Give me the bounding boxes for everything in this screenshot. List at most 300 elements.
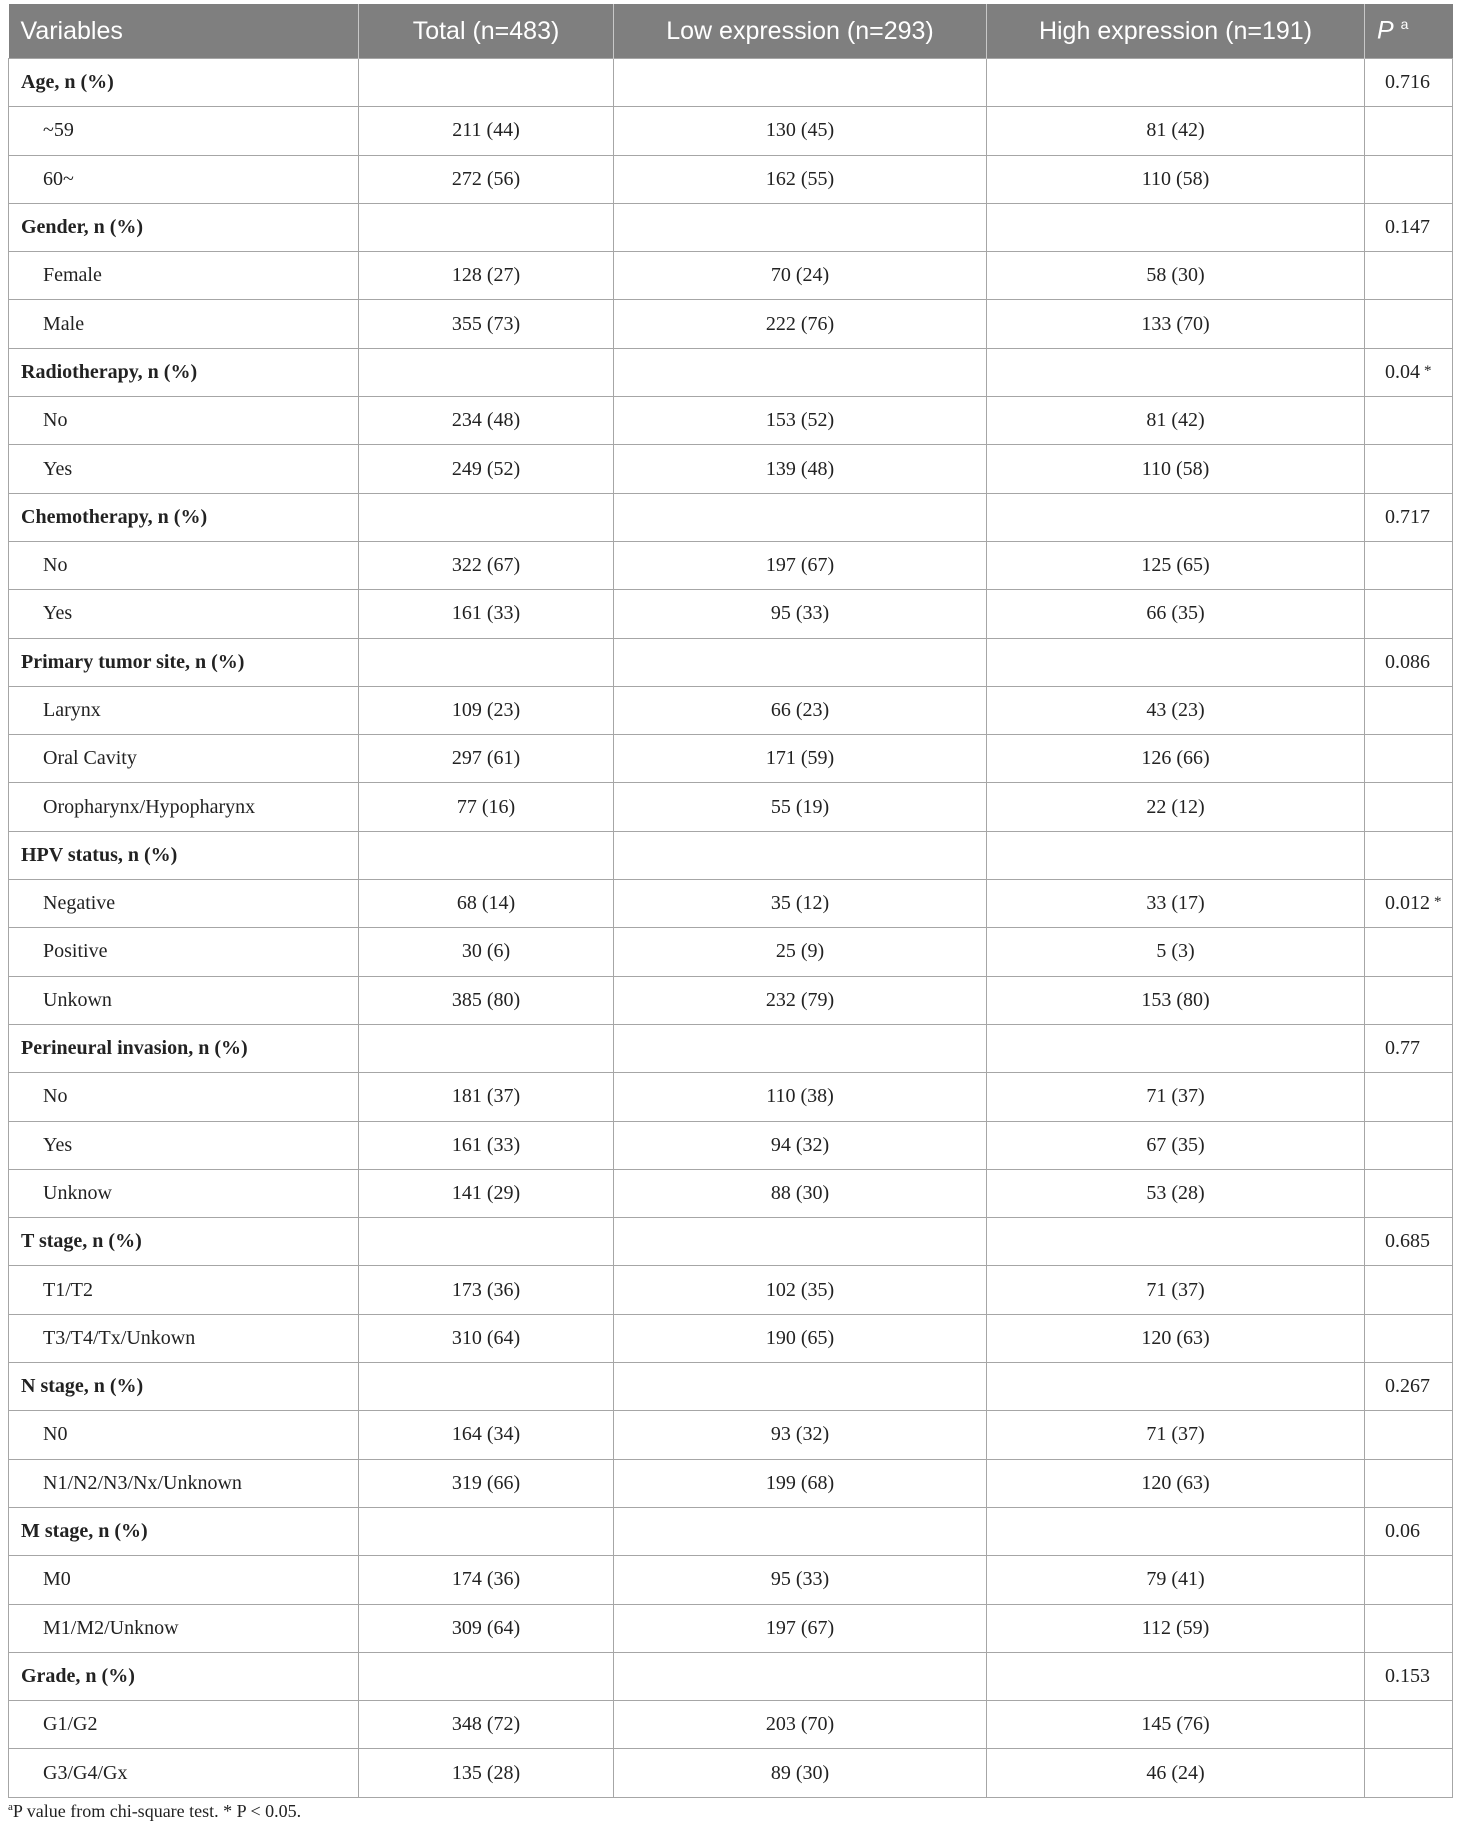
table-row [9, 1121, 1453, 1169]
significance-star: * [1424, 362, 1432, 379]
row-label [9, 1266, 359, 1314]
high-expression-value-text: 81 (42) [1146, 119, 1205, 142]
table-row [9, 880, 1453, 928]
total-value-text: 161 (33) [451, 1133, 521, 1156]
row-label [9, 1169, 359, 1217]
low-expression-value-text: 130 (45) [765, 119, 835, 142]
low-expression-value [614, 1121, 987, 1169]
group-header-row [9, 1024, 1453, 1072]
row-p-value [1365, 783, 1453, 831]
group-p-value [1365, 203, 1453, 251]
total-value [359, 735, 614, 783]
row-p-value [1365, 686, 1453, 734]
group-header-row [9, 348, 1453, 396]
low-expression-value-text: 203 (70) [765, 1713, 835, 1736]
low-expression-value [614, 541, 987, 589]
row-label-text: Male [43, 312, 85, 335]
table-row [9, 783, 1453, 831]
low-expression-value-text: 95 (33) [770, 1568, 830, 1591]
total-value-text: 348 (72) [451, 1713, 521, 1736]
group-high-cell [987, 1652, 1365, 1700]
data-table-container [8, 4, 1452, 1798]
group-p-value-text: 0.147 [1385, 216, 1430, 239]
group-low-cell [614, 1218, 987, 1266]
group-p-value [1365, 1024, 1453, 1072]
low-expression-value [614, 1556, 987, 1604]
low-expression-value [614, 1411, 987, 1459]
low-expression-value [614, 252, 987, 300]
row-label [9, 1459, 359, 1507]
header-variables: Variables [9, 4, 359, 59]
significance-star: * [1434, 894, 1442, 911]
group-low-cell [614, 493, 987, 541]
total-value-text: 181 (37) [451, 1085, 521, 1108]
table-row [9, 1556, 1453, 1604]
high-expression-value-text: 43 (23) [1146, 699, 1205, 721]
row-label [9, 686, 359, 734]
table-row [9, 541, 1453, 589]
high-expression-value-text: 145 (76) [1141, 1713, 1210, 1736]
row-p-value [1365, 1073, 1453, 1121]
group-high-cell [987, 638, 1365, 686]
row-p-value [1365, 928, 1453, 976]
high-expression-value [987, 1701, 1365, 1749]
table-row [9, 1314, 1453, 1362]
row-label [9, 783, 359, 831]
group-high-cell [987, 59, 1365, 107]
low-expression-value-text: 88 (30) [770, 1181, 830, 1204]
high-expression-value-text: 110 (58) [1141, 457, 1210, 480]
group-total-cell [359, 1507, 614, 1555]
low-expression-value [614, 300, 987, 348]
group-p-value [1365, 493, 1453, 541]
total-value-text: 211 (44) [452, 119, 520, 142]
row-label-text: N0 [43, 1423, 68, 1446]
row-label-text: Oropharynx/Hypopharynx [43, 795, 256, 818]
low-expression-value [614, 155, 987, 203]
row-label [9, 590, 359, 638]
group-label-text: N stage, n (%) [21, 1375, 144, 1398]
row-label-text: Positive [43, 940, 108, 963]
total-value [359, 928, 614, 976]
group-label-text: M stage, n (%) [21, 1520, 148, 1543]
high-expression-value [987, 1121, 1365, 1169]
high-expression-value [987, 252, 1365, 300]
total-value-text: 68 (14) [456, 892, 516, 915]
total-value-text: 161 (33) [451, 602, 521, 625]
group-low-cell [614, 831, 987, 879]
group-total-cell [359, 831, 614, 879]
high-expression-value [987, 686, 1365, 734]
row-label [9, 397, 359, 445]
low-expression-value [614, 783, 987, 831]
table-row [9, 590, 1453, 638]
high-expression-value [987, 1169, 1365, 1217]
group-high-cell [987, 493, 1365, 541]
low-expression-value-text: 153 (52) [765, 409, 835, 432]
high-expression-value-text: 112 (59) [1141, 1616, 1210, 1639]
header-high-expression: High expression (n=191) [987, 4, 1365, 59]
high-expression-value [987, 590, 1365, 638]
group-total-cell [359, 203, 614, 251]
total-value [359, 300, 614, 348]
low-expression-value [614, 880, 987, 928]
high-expression-value-text: 46 (24) [1146, 1761, 1205, 1784]
row-label-text: M0 [43, 1568, 71, 1591]
group-total-cell [359, 59, 614, 107]
row-label [9, 541, 359, 589]
row-label [9, 1701, 359, 1749]
characteristics-table [8, 4, 1453, 1798]
low-expression-value-text: 199 (68) [765, 1471, 835, 1494]
low-expression-value [614, 735, 987, 783]
row-p-value [1365, 1749, 1453, 1797]
high-expression-value [987, 541, 1365, 589]
group-low-cell [614, 203, 987, 251]
high-expression-value-text: 33 (17) [1146, 892, 1205, 915]
total-value [359, 1073, 614, 1121]
table-row [9, 397, 1453, 445]
group-label-text: Perineural invasion, n (%) [21, 1037, 248, 1060]
header-total: Total (n=483) [359, 4, 614, 59]
total-value [359, 1749, 614, 1797]
group-label [9, 203, 359, 251]
table-row [9, 1411, 1453, 1459]
low-expression-value [614, 1749, 987, 1797]
row-p-value [1365, 880, 1453, 928]
table-row [9, 976, 1453, 1024]
row-label-text: Unknow [43, 1181, 112, 1204]
total-value [359, 107, 614, 155]
low-expression-value-text: 66 (23) [770, 699, 830, 721]
low-expression-value [614, 1701, 987, 1749]
group-label-text: Grade, n (%) [21, 1664, 135, 1687]
row-p-value [1365, 252, 1453, 300]
group-p-value [1365, 348, 1453, 396]
group-label-text: HPV status, n (%) [21, 843, 178, 866]
low-expression-value-text: 25 (9) [775, 940, 825, 963]
row-label-text: Yes [43, 457, 73, 480]
row-p-value [1365, 735, 1453, 783]
high-expression-value-text: 71 (37) [1146, 1423, 1205, 1446]
group-label-text: Gender, n (%) [21, 216, 144, 239]
high-expression-value [987, 397, 1365, 445]
total-value-text: 249 (52) [451, 457, 521, 480]
total-value [359, 541, 614, 589]
total-value-text: 173 (36) [451, 1278, 521, 1301]
low-expression-value [614, 1459, 987, 1507]
row-label [9, 928, 359, 976]
low-expression-value-text: 197 (67) [765, 554, 835, 577]
high-expression-value [987, 1073, 1365, 1121]
group-header-row [9, 59, 1453, 107]
group-p-value [1365, 638, 1453, 686]
table-row [9, 735, 1453, 783]
row-label [9, 1314, 359, 1362]
low-expression-value-text: 171 (59) [765, 747, 835, 770]
total-value-text: 322 (67) [451, 554, 521, 577]
row-label [9, 1604, 359, 1652]
row-p-value [1365, 155, 1453, 203]
high-expression-value [987, 880, 1365, 928]
low-expression-value-text: 197 (67) [765, 1616, 835, 1639]
group-header-row [9, 203, 1453, 251]
high-expression-value-text: 81 (42) [1146, 409, 1205, 432]
group-low-cell [614, 1363, 987, 1411]
high-expression-value-text: 153 (80) [1141, 988, 1210, 1011]
table-row [9, 1604, 1453, 1652]
group-high-cell [987, 348, 1365, 396]
row-p-value [1365, 1701, 1453, 1749]
group-p-value [1365, 1218, 1453, 1266]
high-expression-value [987, 107, 1365, 155]
low-expression-value-text: 70 (24) [770, 264, 830, 287]
group-total-cell [359, 348, 614, 396]
low-expression-value [614, 1266, 987, 1314]
group-low-cell [614, 1024, 987, 1072]
row-label-text: ~59 [43, 119, 74, 142]
group-label [9, 1218, 359, 1266]
row-label [9, 155, 359, 203]
header-p-label: P [1377, 16, 1394, 45]
row-p-value [1365, 1459, 1453, 1507]
table-row [9, 445, 1453, 493]
low-expression-value [614, 1314, 987, 1362]
group-high-cell [987, 1024, 1365, 1072]
row-label [9, 1121, 359, 1169]
high-expression-value-text: 120 (63) [1141, 1471, 1210, 1494]
high-expression-value [987, 1556, 1365, 1604]
row-p-value [1365, 300, 1453, 348]
table-row [9, 686, 1453, 734]
high-expression-value [987, 735, 1365, 783]
high-expression-value-text: 67 (35) [1146, 1133, 1205, 1156]
high-expression-value-text: 110 (58) [1141, 167, 1210, 190]
group-label-text: Chemotherapy, n (%) [21, 505, 208, 528]
low-expression-value-text: 222 (76) [765, 312, 835, 335]
table-row [9, 107, 1453, 155]
row-label-text: T3/T4/Tx/Unkown [43, 1326, 196, 1349]
high-expression-value-text: 133 (70) [1141, 312, 1210, 335]
low-expression-value-text: 232 (79) [765, 988, 835, 1011]
row-label-text: Yes [43, 602, 73, 625]
high-expression-value [987, 1749, 1365, 1797]
row-label [9, 445, 359, 493]
high-expression-value-text: 66 (35) [1146, 602, 1205, 625]
high-expression-value-text: 120 (63) [1141, 1326, 1210, 1349]
high-expression-value [987, 783, 1365, 831]
total-value [359, 686, 614, 734]
table-row [9, 928, 1453, 976]
group-total-cell [359, 1363, 614, 1411]
total-value [359, 783, 614, 831]
group-total-cell [359, 638, 614, 686]
row-label-text: Oral Cavity [43, 747, 137, 770]
total-value [359, 1121, 614, 1169]
total-value-text: 355 (73) [451, 312, 521, 335]
low-expression-value [614, 1604, 987, 1652]
row-p-value [1365, 107, 1453, 155]
group-p-value-text: 0.153 [1385, 1664, 1430, 1687]
row-p-value-text: 0.012 [1385, 892, 1430, 915]
group-p-value-text: 0.685 [1385, 1230, 1430, 1253]
row-label-text: N1/N2/N3/Nx/Unknown [43, 1471, 242, 1494]
total-value [359, 1266, 614, 1314]
table-row [9, 1459, 1453, 1507]
low-expression-value-text: 35 (12) [770, 892, 830, 915]
group-high-cell [987, 1507, 1365, 1555]
row-label-text: No [43, 409, 68, 432]
total-value-text: 164 (34) [451, 1423, 521, 1446]
total-value [359, 1411, 614, 1459]
group-p-value-text: 0.717 [1385, 505, 1430, 528]
group-header-row [9, 493, 1453, 541]
total-value [359, 1169, 614, 1217]
low-expression-value-text: 93 (32) [770, 1423, 830, 1446]
row-label [9, 300, 359, 348]
table-body [9, 59, 1453, 1798]
group-p-value-text: 0.04 [1385, 360, 1420, 383]
row-label [9, 976, 359, 1024]
low-expression-value [614, 590, 987, 638]
group-total-cell [359, 493, 614, 541]
group-high-cell [987, 1218, 1365, 1266]
group-label-text: Primary tumor site, n (%) [21, 650, 245, 673]
total-value-text: 234 (48) [451, 409, 521, 432]
total-value [359, 590, 614, 638]
total-value-text: 385 (80) [451, 988, 521, 1011]
group-p-value-text: 0.77 [1385, 1037, 1420, 1060]
table-row [9, 252, 1453, 300]
high-expression-value-text: 126 (66) [1141, 747, 1210, 770]
group-header-row [9, 638, 1453, 686]
table-row [9, 155, 1453, 203]
group-label [9, 638, 359, 686]
row-label [9, 1411, 359, 1459]
high-expression-value-text: 5 (3) [1156, 940, 1195, 963]
low-expression-value-text: 94 (32) [770, 1133, 830, 1156]
low-expression-value [614, 686, 987, 734]
group-p-value-text: 0.086 [1385, 650, 1430, 673]
group-label-text: Radiotherapy, n (%) [21, 360, 198, 383]
group-label-text: T stage, n (%) [21, 1230, 142, 1253]
low-expression-value-text: 102 (35) [765, 1278, 835, 1301]
total-value [359, 1556, 614, 1604]
total-value-text: 77 (16) [456, 795, 516, 818]
group-p-value-text: 0.267 [1385, 1375, 1430, 1398]
row-label [9, 1749, 359, 1797]
group-p-value [1365, 59, 1453, 107]
row-p-value [1365, 1314, 1453, 1362]
group-p-value [1365, 1652, 1453, 1700]
group-label [9, 1652, 359, 1700]
high-expression-value [987, 976, 1365, 1024]
group-total-cell [359, 1024, 614, 1072]
group-label [9, 831, 359, 879]
total-value [359, 880, 614, 928]
table-row [9, 1266, 1453, 1314]
table-header [9, 4, 1453, 59]
row-p-value [1365, 1121, 1453, 1169]
group-low-cell [614, 59, 987, 107]
table-row [9, 1749, 1453, 1797]
high-expression-value-text: 79 (41) [1146, 1568, 1205, 1591]
table-row [9, 1073, 1453, 1121]
header-low-expression: Low expression (n=293) [614, 4, 987, 59]
total-value-text: 297 (61) [451, 747, 521, 770]
group-label [9, 493, 359, 541]
footnote-superscript: a [8, 1801, 13, 1813]
total-value [359, 1604, 614, 1652]
row-p-value [1365, 590, 1453, 638]
table-row [9, 300, 1453, 348]
row-p-value [1365, 1411, 1453, 1459]
low-expression-value-text: 139 (48) [765, 457, 835, 480]
group-high-cell [987, 203, 1365, 251]
low-expression-value [614, 928, 987, 976]
group-p-value-text: 0.716 [1385, 71, 1430, 94]
high-expression-value [987, 155, 1365, 203]
group-p-value [1365, 831, 1453, 879]
group-p-value [1365, 1507, 1453, 1555]
table-row [9, 1701, 1453, 1749]
group-p-value [1365, 1363, 1453, 1411]
low-expression-value [614, 397, 987, 445]
high-expression-value [987, 1314, 1365, 1362]
high-expression-value [987, 300, 1365, 348]
high-expression-value [987, 1266, 1365, 1314]
table-row [9, 1169, 1453, 1217]
row-p-value [1365, 1169, 1453, 1217]
row-label-text: Unkown [43, 988, 112, 1011]
group-label [9, 1024, 359, 1072]
group-label [9, 1363, 359, 1411]
row-p-value [1365, 397, 1453, 445]
row-p-value [1365, 541, 1453, 589]
total-value-text: 109 (23) [451, 699, 521, 721]
group-header-row [9, 1507, 1453, 1555]
low-expression-value-text: 95 (33) [770, 602, 830, 625]
high-expression-value [987, 445, 1365, 493]
total-value [359, 976, 614, 1024]
row-label [9, 107, 359, 155]
row-label [9, 1073, 359, 1121]
low-expression-value [614, 107, 987, 155]
total-value [359, 445, 614, 493]
header-p-value [1365, 4, 1453, 59]
high-expression-value-text: 53 (28) [1146, 1181, 1205, 1204]
low-expression-value-text: 55 (19) [770, 795, 830, 818]
total-value-text: 141 (29) [451, 1181, 521, 1204]
group-total-cell [359, 1652, 614, 1700]
row-label-text: No [43, 554, 68, 577]
row-p-value [1365, 1556, 1453, 1604]
low-expression-value [614, 445, 987, 493]
row-p-value [1365, 1266, 1453, 1314]
high-expression-value [987, 1411, 1365, 1459]
high-expression-value-text: 125 (65) [1141, 554, 1210, 577]
footnote-text: P value from chi-square test. * P < 0.05. [12, 1801, 302, 1821]
group-low-cell [614, 348, 987, 396]
group-label [9, 348, 359, 396]
row-label-text: G3/G4/Gx [43, 1761, 128, 1784]
total-value-text: 135 (28) [451, 1761, 521, 1784]
row-label-text: G1/G2 [43, 1713, 98, 1736]
high-expression-value-text: 58 (30) [1146, 264, 1205, 287]
total-value [359, 1314, 614, 1362]
header-p-superscript: a [1400, 16, 1409, 33]
group-header-row [9, 1363, 1453, 1411]
